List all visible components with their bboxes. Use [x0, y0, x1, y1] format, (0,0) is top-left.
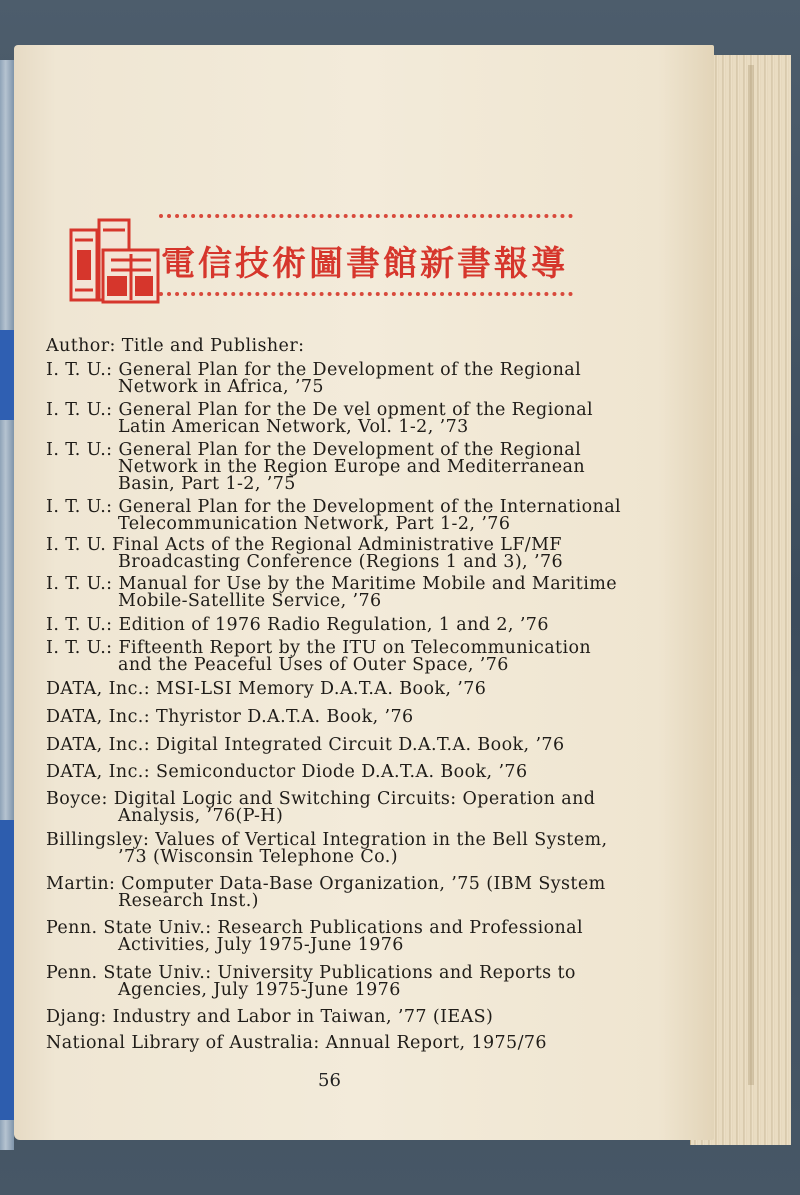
entry-title: Library of Australia: Annual Report, 1975/76 — [131, 1033, 547, 1053]
entry-author: Penn. — [46, 963, 98, 983]
entry-author: DATA, Inc.: — [46, 735, 151, 755]
entry-title: Computer Data-Base Organization, ’75 (IBM System — [121, 874, 606, 894]
entry-title-continued: Telecommunication Network, Part 1-2, ’76 — [118, 514, 511, 534]
entry-author: Penn. — [46, 918, 98, 938]
entry-title: MSI-LSI Memory D.A.T.A. Book, ’76 — [156, 679, 487, 699]
entry-title-continued: Activities, July 1975-June 1976 — [118, 935, 404, 955]
entry-title-continued: Broadcasting Conference (Regions 1 and 3), ’76 — [118, 552, 564, 572]
entry-author: I. T. U. — [46, 535, 107, 555]
entry-title: Fifteenth Report by the ITU on Telecommunication — [118, 638, 592, 658]
entry-title: State Univ.: University Publications and Reports to — [103, 963, 576, 983]
list-item — [46, 576, 626, 610]
list-item — [46, 402, 626, 436]
entry-title: General Plan for the Development of the International — [118, 497, 622, 517]
list-item — [46, 640, 626, 674]
list-item — [46, 617, 626, 634]
list-item — [46, 832, 626, 866]
entry-title: Title and Publisher: — [121, 336, 305, 356]
book-page — [14, 45, 714, 1140]
entry-title-continued: ’73 (Wisconsin Telephone Co.) — [118, 847, 398, 867]
list-item — [46, 965, 626, 999]
entry-author: DATA, Inc.: — [46, 679, 151, 699]
decorative-dots-bottom — [159, 292, 573, 304]
decorative-dots-top — [159, 214, 573, 226]
entry-title-continued: Analysis, ’76(P-H) — [118, 806, 284, 826]
entry-author: I. T. U.: — [46, 497, 113, 517]
page-number: 56 — [318, 1070, 341, 1091]
entry-title: Digital Integrated Circuit D.A.T.A. Book, ’76 — [156, 735, 565, 755]
entry-title-continued: Research Inst.) — [118, 891, 259, 911]
entry-title-continued: Agencies, July 1975-June 1976 — [118, 980, 401, 1000]
left-blue-tab-bottom — [0, 820, 14, 1120]
entry-author: DATA, Inc.: — [46, 762, 151, 782]
list-item — [46, 920, 626, 954]
entry-author: I. T. U.: — [46, 400, 113, 420]
entry-author: Author: — [46, 336, 116, 356]
entry-title-continued: Basin, Part 1-2, ’75 — [118, 474, 296, 494]
entry-author: Martin: — [46, 874, 116, 894]
header-title: 電信技術圖書館新書報導 — [161, 244, 568, 284]
entry-title: Values of Vertical Integration in the Bell System, — [155, 830, 608, 850]
list-item — [46, 1009, 626, 1026]
entry-title-continued: Latin American Network, Vol. 1-2, ’73 — [118, 417, 469, 437]
entry-title: State Univ.: Research Publications and Professional — [103, 918, 584, 938]
list-item — [46, 1035, 626, 1052]
list-item — [46, 442, 626, 493]
entry-author: I. T. U.: — [46, 638, 113, 658]
entry-title-continued: Mobile-Satellite Service, ’76 — [118, 591, 382, 611]
entry-title: Digital Logic and Switching Circuits: Operation and — [113, 789, 596, 809]
entry-title: General Plan for the De vel opment of the Regional — [118, 400, 594, 420]
entry-title-continued: Network in the Region Europe and Mediterranean — [118, 457, 585, 477]
entry-author: Billingsley: — [46, 830, 150, 850]
entry-author: DATA, Inc.: — [46, 707, 151, 727]
list-item — [46, 764, 626, 781]
list-item — [46, 876, 626, 910]
list-item — [46, 709, 626, 726]
entry-title-continued: and the Peaceful Uses of Outer Space, ’76 — [118, 655, 509, 675]
entry-author: National — [46, 1033, 126, 1053]
list-item — [46, 681, 626, 698]
library-header — [63, 210, 583, 310]
entry-author: Boyce: — [46, 789, 108, 809]
entry-title: General Plan for the Development of the Regional — [118, 360, 582, 380]
list-item — [46, 499, 626, 533]
list-item — [46, 362, 626, 396]
entry-title: Final Acts of the Regional Administrative LF/MF — [112, 535, 562, 555]
list-item — [46, 737, 626, 754]
entry-author: I. T. U.: — [46, 360, 113, 380]
entry-author: I. T. U.: — [46, 615, 113, 635]
entry-author: I. T. U.: — [46, 440, 113, 460]
list-item — [46, 338, 626, 355]
entry-title: Industry and Labor in Taiwan, ’77 (IEAS) — [112, 1007, 494, 1027]
entry-title-continued: Network in Africa, ’75 — [118, 377, 324, 397]
entry-author: Djang: — [46, 1007, 107, 1027]
entry-author: I. T. U.: — [46, 574, 113, 594]
entry-title: Edition of 1976 Radio Regulation, 1 and 2, ’76 — [118, 615, 549, 635]
entry-title: Manual for Use by the Maritime Mobile and Maritime — [118, 574, 617, 594]
entry-title: General Plan for the Development of the Regional — [118, 440, 582, 460]
list-item — [46, 537, 626, 571]
books-icon — [63, 210, 163, 310]
entry-title: Thyristor D.A.T.A. Book, ’76 — [156, 707, 414, 727]
list-item — [46, 791, 626, 825]
left-blue-tab-top — [0, 330, 14, 420]
page-stack-shadow — [748, 65, 754, 1085]
entry-title: Semiconductor Diode D.A.T.A. Book, ’76 — [156, 762, 528, 782]
